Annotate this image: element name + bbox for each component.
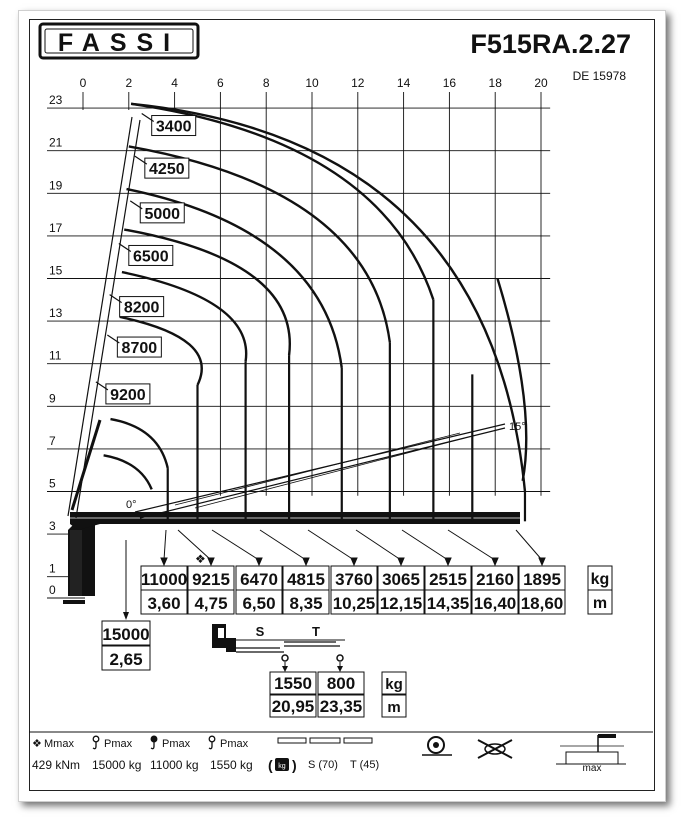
boom-load-value: 8200 (123, 299, 160, 317)
footer-specs (32, 734, 626, 774)
x-axis-ticks (80, 76, 548, 90)
y-tick-label: 11 (49, 348, 62, 363)
hook-icon (209, 736, 215, 742)
y-tick-label: 17 (49, 220, 63, 235)
load-value: 6470 (240, 570, 278, 589)
y-tick-label: 1 (49, 561, 56, 576)
footer-value: 15000 kg (92, 758, 142, 772)
paren-left: ( (268, 757, 273, 773)
x-tick-label: 2 (125, 76, 133, 90)
boom-load-value: 8700 (121, 340, 158, 358)
hook-icon-shank (151, 742, 154, 749)
reach-lines (168, 300, 525, 522)
load-value: 2515 (429, 570, 467, 589)
unit-m: m (592, 595, 608, 612)
x-tick-label: 18 (488, 76, 502, 90)
footer-value: 11000 kg (150, 758, 199, 772)
weight-icon-label: kg (278, 763, 286, 770)
jib-section (212, 624, 345, 672)
outrigger-max-label: max (582, 763, 602, 774)
load-value: 9215 (192, 570, 230, 589)
load-leader (402, 530, 448, 560)
jib-spec-s: S (70) (308, 759, 338, 771)
boom-load-value: 9200 (110, 386, 146, 404)
hook-icon (93, 736, 99, 742)
load-arrow (256, 558, 262, 565)
load-arrow (161, 558, 167, 565)
load-arrow (351, 558, 357, 565)
hook-s-icon (282, 655, 288, 661)
angle-15-label: 15° (509, 421, 526, 433)
unit-kg: kg (590, 571, 610, 588)
load-leader (308, 530, 354, 560)
boom-load-value: 5000 (144, 205, 181, 223)
y-tick-label: 13 (49, 306, 63, 321)
radius-value: 18,60 (520, 594, 564, 613)
base-load-value: 15000 (102, 625, 150, 644)
x-tick-label: 4 (171, 76, 178, 90)
base-load-radius: 2,65 (109, 650, 143, 669)
load-value: 3065 (382, 570, 420, 589)
x-tick-label: 6 (217, 76, 224, 90)
hook-t-icon (337, 655, 343, 661)
x-tick-label: 14 (396, 76, 411, 90)
load-value: 11000 (140, 570, 188, 589)
load-arrow (303, 558, 309, 565)
footer-value: 429 kNm (32, 758, 81, 772)
jib-s-label: S (255, 624, 265, 639)
y-tick-label: 23 (49, 93, 63, 108)
load-leader (212, 530, 259, 560)
load-value: 3760 (335, 570, 373, 589)
crane-base (63, 520, 95, 604)
model-title: F515RA.2.27 (470, 29, 631, 59)
radius-value: 4,75 (194, 594, 228, 613)
envelope-curve-tail (497, 279, 526, 481)
load-curve (104, 455, 152, 489)
jib-load-value: 1550 (274, 674, 312, 693)
y-tick-label: 3 (49, 519, 56, 534)
load-leader (164, 530, 166, 560)
radius-value: 16,40 (473, 594, 517, 613)
jib-t-label: T (312, 624, 320, 639)
load-arrow (208, 558, 214, 565)
jib-radius-value: 23,35 (319, 697, 363, 716)
load-curve (110, 419, 167, 468)
load-leader (356, 530, 401, 560)
x-tick-label: 12 (351, 76, 365, 90)
main-boom (70, 512, 520, 530)
jib-unit-m: m (387, 699, 401, 716)
load-arrow (539, 558, 545, 565)
y-axis-ticks (49, 93, 63, 597)
load-arrow (398, 558, 404, 565)
y-tick-label: 5 (49, 476, 56, 491)
load-value: 2160 (476, 570, 514, 589)
jib-extension-icon (344, 738, 372, 743)
load-value: 1895 (523, 570, 561, 589)
radius-value: 3,60 (147, 594, 181, 613)
x-tick-label: 0 (79, 76, 87, 90)
load-leader (448, 530, 495, 560)
x-tick-label: 10 (305, 76, 319, 90)
jib-radius-value: 20,95 (271, 697, 315, 716)
radius-value: 8,35 (289, 594, 323, 613)
boom-load-value: 3400 (155, 118, 192, 136)
jib-unit-kg: kg (385, 676, 403, 693)
legend-label: Pmax (162, 738, 191, 750)
jib-load-value: 800 (326, 674, 356, 693)
load-arrow (445, 558, 451, 565)
legend-label: Pmax (104, 738, 133, 750)
brand-text: FASSI (57, 29, 181, 57)
y-tick-label: 21 (49, 135, 63, 150)
radius-value: 10,25 (332, 594, 376, 613)
radius-value: 6,50 (242, 594, 276, 613)
mmax-icon: ❖ (32, 738, 42, 750)
mmax-marker: ❖ (195, 552, 206, 566)
angle-0-label: 0° (126, 499, 137, 511)
jib-load-table (270, 672, 406, 717)
fassi-logo (40, 24, 198, 58)
radius-value: 12,15 (379, 594, 423, 613)
vertical-boom (68, 117, 140, 518)
hook-icon-shank (93, 742, 96, 749)
load-arrow (492, 558, 498, 565)
load-value: 4815 (287, 570, 325, 589)
hook-icon-shank (209, 742, 212, 749)
legend-label: Pmax (220, 738, 249, 750)
radius-value: 14,35 (426, 594, 470, 613)
footer-value: 1550 kg (210, 758, 253, 772)
load-leader (516, 530, 542, 560)
doc-code: DE 15978 (572, 69, 626, 83)
y-tick-label: 7 (49, 433, 56, 448)
y-tick-label: 15 (49, 263, 63, 278)
hook-icon (151, 736, 157, 742)
boom-load-value: 6500 (133, 248, 169, 266)
y-tick-label: 19 (49, 178, 63, 193)
jib-extension-icon (278, 738, 306, 743)
load-leaders (161, 530, 545, 565)
x-tick-label: 8 (262, 76, 270, 90)
x-tick-label: 20 (534, 76, 548, 90)
prohibited-tool-icon (478, 740, 512, 758)
x-tick-label: 16 (442, 76, 457, 90)
y-tick-label: 0 (49, 583, 56, 597)
load-leader (260, 530, 306, 560)
y-tick-label: 9 (49, 391, 56, 406)
boom-load-value: 4250 (149, 161, 185, 179)
load-table (141, 566, 612, 614)
jib-extension-icon (310, 738, 340, 743)
legend-label: Mmax (44, 738, 74, 750)
paren-right: ) (292, 757, 297, 773)
jib-spec-t: T (45) (350, 759, 380, 771)
